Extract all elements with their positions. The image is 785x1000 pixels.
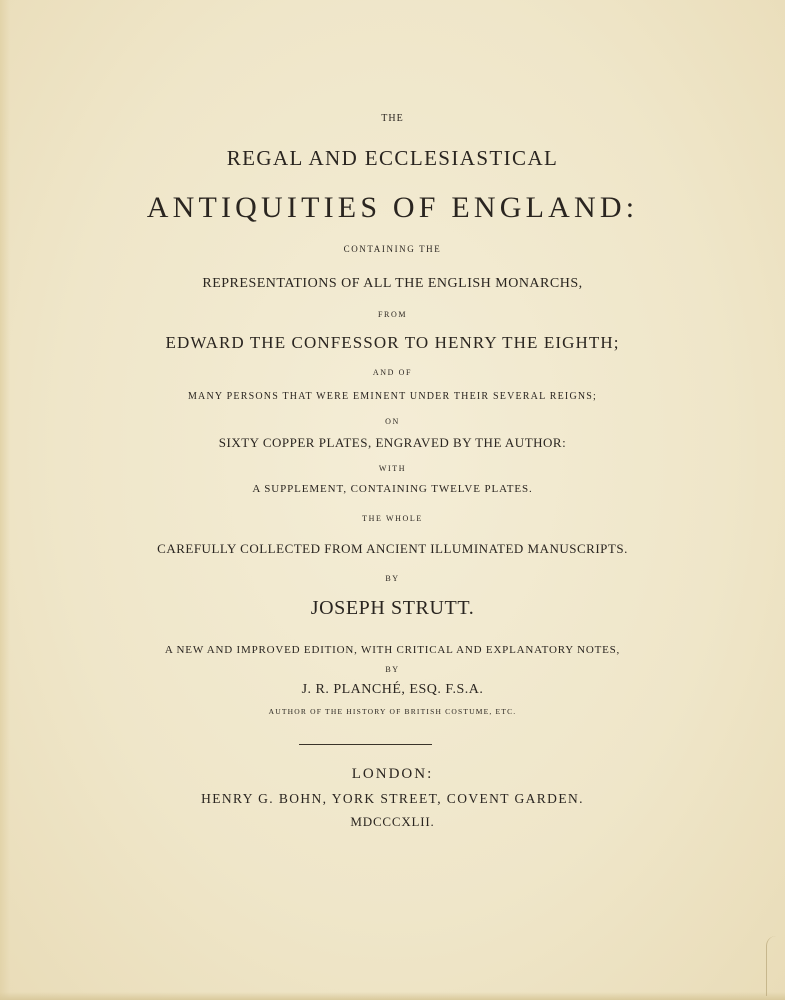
supplement-line: A SUPPLEMENT, CONTAINING TWELVE PLATES. xyxy=(252,483,533,495)
title-the: THE xyxy=(381,113,404,124)
collected-line: CAREFULLY COLLECTED FROM ANCIENT ILLUMINATED MANUSCRIPTS. xyxy=(157,541,628,556)
copper-plates-line: SIXTY COPPER PLATES, ENGRAVED BY THE AUTHOR: xyxy=(218,435,567,450)
edition-line: A NEW AND IMPROVED EDITION, WITH CRITICAL AND EXPLANATORY NOTES, xyxy=(164,644,621,656)
representations-line: REPRESENTATIONS OF ALL THE ENGLISH MONARCHS, xyxy=(202,276,583,291)
by-line-2: BY xyxy=(385,665,400,674)
on-line: ON xyxy=(385,417,400,426)
divider-rule xyxy=(299,744,432,745)
title-line-1: REGAL AND ECCLESIASTICAL xyxy=(226,146,559,170)
imprint-year: MDCCCXLII. xyxy=(350,814,435,829)
editor-credit: AUTHOR OF THE HISTORY OF BRITISH COSTUME, ETC. xyxy=(268,707,517,716)
title-line-2: ANTIQUITIES OF ENGLAND: xyxy=(146,191,639,224)
author-name: JOSEPH STRUTT. xyxy=(310,597,475,619)
imprint-publisher: HENRY G. BOHN, YORK STREET, COVENT GARDEN. xyxy=(201,791,584,806)
page-corner-curl xyxy=(766,936,781,996)
and-of-line: AND OF xyxy=(372,368,413,377)
with-line: WITH xyxy=(378,464,407,473)
by-line-1: BY xyxy=(385,574,400,583)
imprint-city: LONDON: xyxy=(351,766,434,782)
monarch-range-line: EDWARD THE CONFESSOR TO HENRY THE EIGHTH; xyxy=(165,333,620,352)
the-whole-line: THE WHOLE xyxy=(362,514,423,523)
containing-the: CONTAINING THE xyxy=(343,244,442,254)
many-persons-line: MANY PERSONS THAT WERE EMINENT UNDER THEIR SEVERAL REIGNS; xyxy=(187,391,598,402)
from-line: FROM xyxy=(377,310,408,319)
page-bottom-shadow xyxy=(0,992,785,1000)
editor-name: J. R. PLANCHÉ, ESQ. F.S.A. xyxy=(301,682,484,697)
